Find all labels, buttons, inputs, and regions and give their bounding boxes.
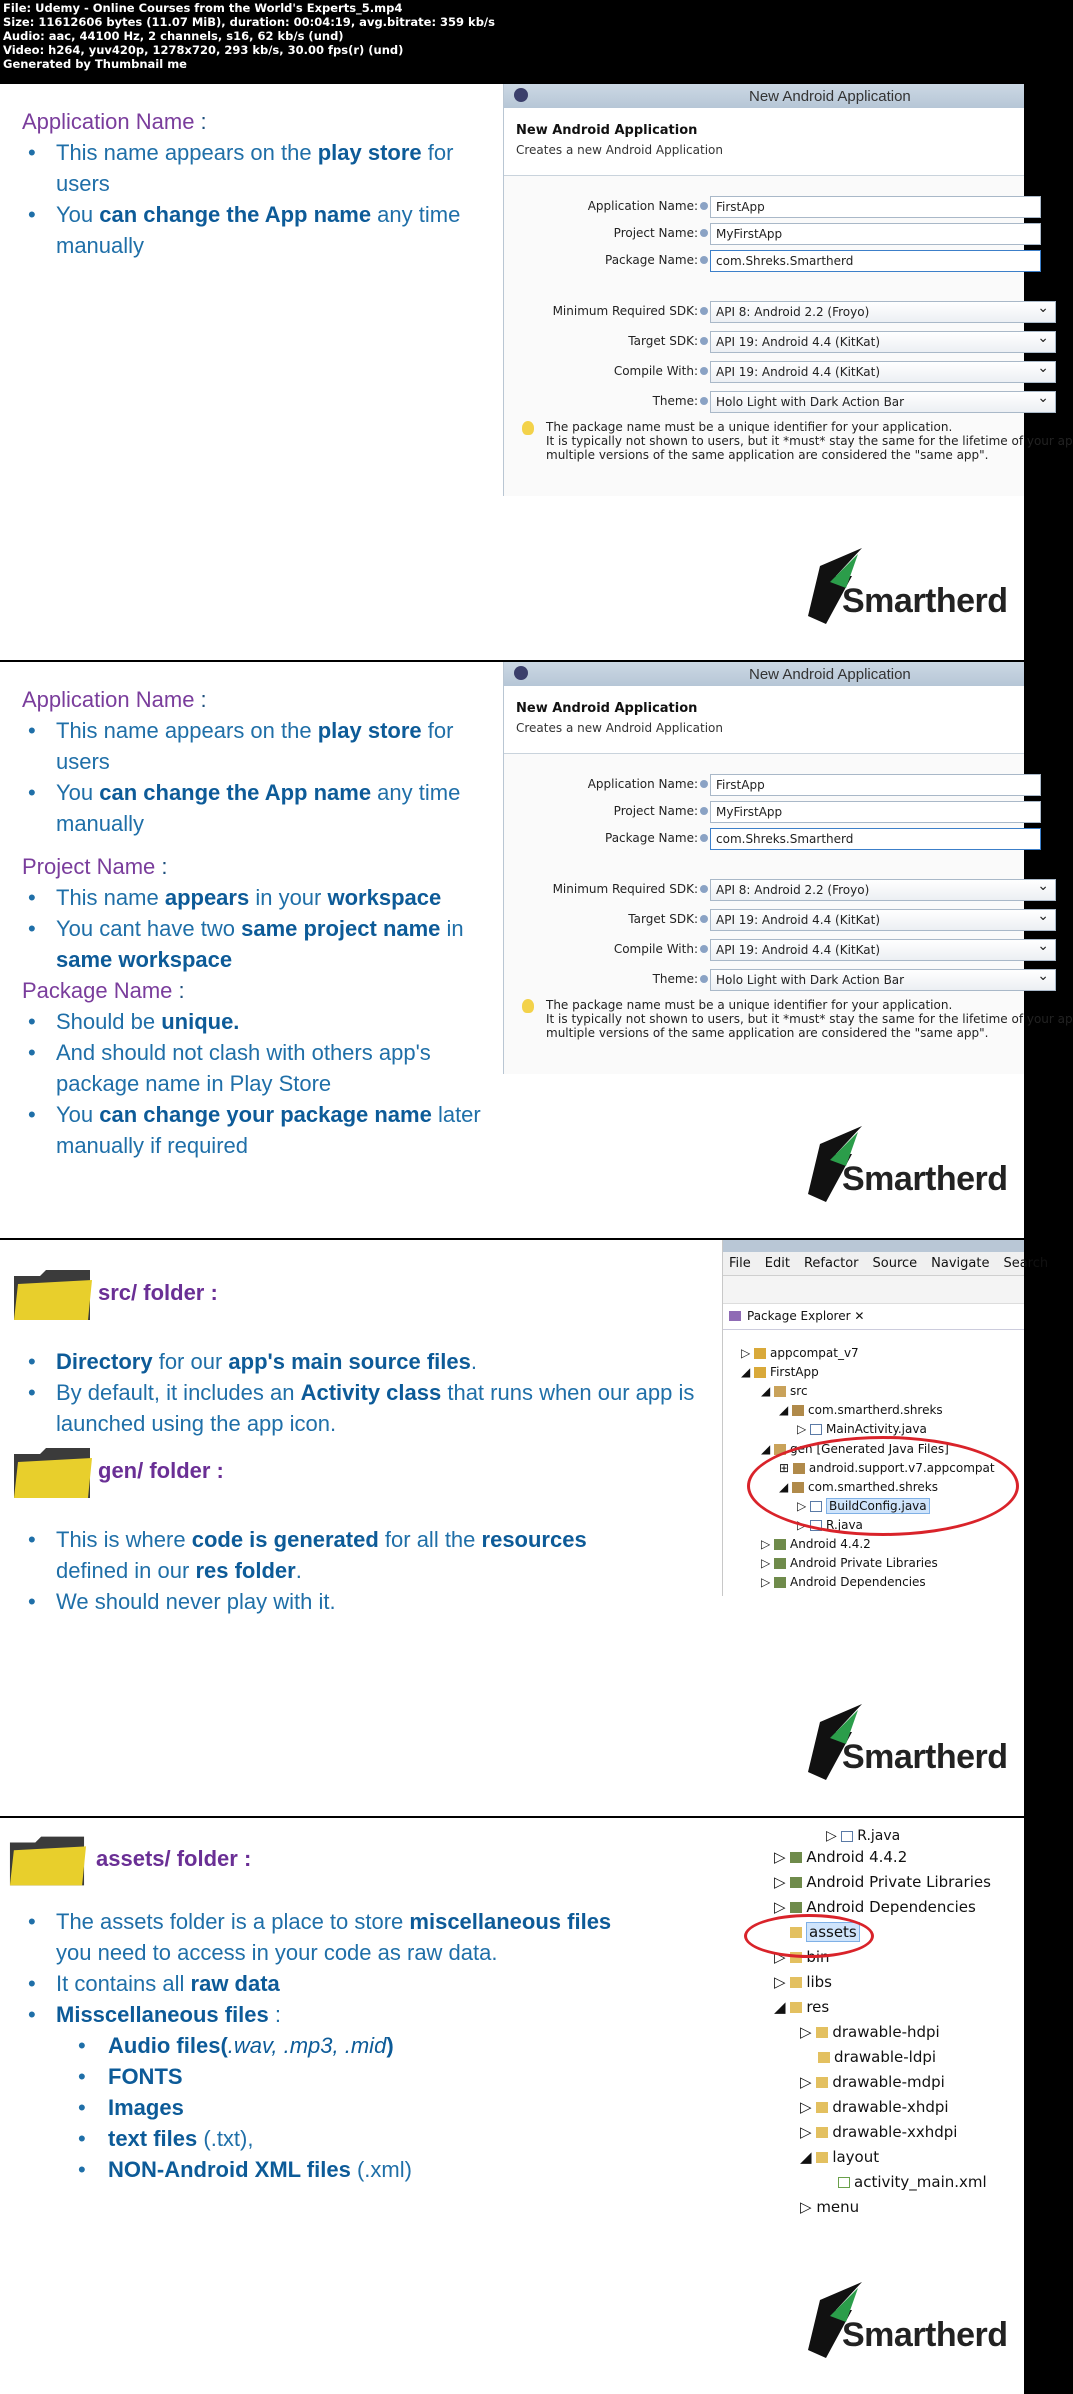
info-file: File: Udemy - Online Courses from the World's Experts_5.mp4 <box>3 1 403 15</box>
text: This is where <box>56 1527 192 1552</box>
folder-icon <box>818 2052 830 2063</box>
text-bold: app's main source files <box>228 1349 471 1374</box>
text: It contains all <box>56 1971 191 1996</box>
bullet-item <box>22 715 502 777</box>
bullet-item <box>22 1524 722 1586</box>
package-name-input[interactable]: com.Shreks.Smartherd <box>710 828 1041 850</box>
tree-item[interactable]: ◢ src <box>761 1384 808 1398</box>
field-label: Target SDK: <box>628 334 698 348</box>
window-edge <box>723 1240 1024 1252</box>
tree-label: R.java <box>826 1518 863 1532</box>
folder-icon <box>790 1977 802 1988</box>
menu-refactor[interactable]: Refactor <box>803 1256 859 1271</box>
names-section <box>22 684 502 1161</box>
tree-label: activity_main.xml <box>854 2173 987 2191</box>
tree-item[interactable]: ◢ res <box>774 1998 830 2016</box>
tree-label: src <box>790 1384 808 1398</box>
field-label: Compile With: <box>613 364 698 378</box>
info-icon <box>700 202 708 210</box>
tree-label: gen [Generated Java Files] <box>790 1442 949 1456</box>
assets-folder-heading: assets/ folder : <box>96 1846 252 1871</box>
info-icon <box>700 256 708 264</box>
target-sdk-row <box>503 331 1024 353</box>
tree-label: MainActivity.java <box>826 1422 927 1436</box>
assets-bullets <box>22 1906 702 2185</box>
close-icon[interactable]: ✕ <box>854 1309 865 1323</box>
tree-item[interactable]: ▷ Android 4.4.2 <box>761 1537 871 1551</box>
text-bold: FONTS <box>108 2064 183 2089</box>
toolbar <box>723 1276 1024 1304</box>
menu-edit[interactable]: Edit <box>764 1256 790 1271</box>
field-label: Target SDK: <box>628 912 698 926</box>
tree-label: appcompat_v7 <box>770 1346 859 1360</box>
tree-item[interactable]: ▷ Android Private Libraries <box>774 1873 991 1891</box>
menu-bar <box>723 1252 1049 1276</box>
bullet-item <box>22 137 492 199</box>
text-bold: miscellaneous files <box>409 1909 612 1934</box>
tree-item[interactable]: ▷ libs <box>774 1973 832 1991</box>
field-label: Theme: <box>652 972 698 986</box>
target-sdk-select[interactable]: API 19: Android 4.4 (KitKat) ⌄ <box>710 909 1056 931</box>
package-name-hint <box>522 420 1073 462</box>
text: The assets folder is a place to store <box>56 1909 410 1934</box>
min-sdk-select[interactable]: API 8: Android 2.2 (Froyo) ⌄ <box>710 301 1056 323</box>
folder-icon <box>816 2127 828 2138</box>
sub-bullet-item <box>22 2123 702 2154</box>
bullet-item <box>22 1906 702 1968</box>
smartherd-logo <box>800 546 1015 626</box>
tree-item[interactable]: ▷ menu <box>800 2198 860 2216</box>
tree-label: drawable-xxhdpi <box>832 2123 958 2141</box>
field-label: Application Name: <box>587 199 698 213</box>
tree-label: drawable-xhdpi <box>832 2098 949 2116</box>
theme-row <box>503 969 1024 991</box>
text-bold: Audio files( <box>108 2033 228 2058</box>
info-icon <box>700 807 708 815</box>
smartherd-logo <box>800 2280 1015 2360</box>
info-size: Size: 11612606 bytes (11.07 MiB), duration: 00:04:19, avg.bitrate: 359 kb/s <box>3 15 495 29</box>
hint-line: The package name must be a unique identifier for your application. <box>546 420 953 434</box>
info-generator: Generated by Thumbnail me <box>3 57 187 71</box>
package-name-row <box>503 828 1024 850</box>
info-icon <box>700 780 708 788</box>
text: later manually if required <box>56 1102 481 1158</box>
folder-icon <box>12 1266 92 1322</box>
tree-label: Android Private Libraries <box>790 1556 938 1570</box>
text: . <box>295 1558 302 1583</box>
slide-project-package-name <box>0 662 1073 1238</box>
info-icon <box>700 975 708 983</box>
tree-item[interactable]: ▷ Android Dependencies <box>761 1575 926 1589</box>
text: for users <box>56 140 454 196</box>
app-name-heading: Application Name <box>22 687 195 712</box>
field-label: Project Name: <box>613 226 698 240</box>
text: You <box>56 780 100 805</box>
text: Should be <box>56 1009 162 1034</box>
lightbulb-icon <box>522 999 534 1013</box>
dialog-description: Creates a new Android Application <box>516 721 723 735</box>
bullet-item <box>22 913 502 975</box>
text: You cant have two <box>56 916 242 941</box>
text: for all the <box>378 1527 482 1552</box>
menu-search[interactable]: Search <box>1003 1256 1049 1271</box>
compile-with-row <box>503 939 1024 961</box>
text: We should never play with it. <box>56 1589 336 1614</box>
min-sdk-select[interactable]: API 8: Android 2.2 (Froyo) ⌄ <box>710 879 1056 901</box>
project-name-row <box>503 801 1024 823</box>
tree-label: BuildConfig.java <box>826 1498 930 1514</box>
text-bold: Activity class <box>300 1380 442 1405</box>
tree-item[interactable]: ◢ layout <box>800 2148 880 2166</box>
eclipse-icon <box>514 88 528 102</box>
tree-label: Android Private Libraries <box>806 1873 991 1891</box>
text: This name appears on the <box>56 718 318 743</box>
tree-item[interactable]: ▷ drawable-mdpi <box>800 2073 945 2091</box>
application-name-input[interactable]: FirstApp <box>710 774 1041 796</box>
bullet-item <box>22 1006 502 1037</box>
application-name-row <box>503 196 1024 218</box>
dialog-description: Creates a new Android Application <box>516 143 723 157</box>
text-bold: resources <box>481 1527 587 1552</box>
dialog-header <box>504 108 1024 176</box>
colon: : <box>172 978 185 1003</box>
tree-label: drawable-hdpi <box>832 2023 940 2041</box>
bullet-item <box>22 199 492 261</box>
text-bold: Images <box>108 2095 184 2120</box>
dialog-heading: New Android Application <box>516 123 698 138</box>
library-icon <box>774 1539 786 1550</box>
compile-with-select[interactable]: API 19: Android 4.4 (KitKat) ⌄ <box>710 361 1056 383</box>
library-icon <box>790 1877 802 1888</box>
min-sdk-row <box>503 301 1024 323</box>
folder-icon <box>816 2027 828 2038</box>
tree-item[interactable]: ▷ BuildConfig.java <box>797 1499 930 1513</box>
tree-item[interactable]: ▷ drawable-hdpi <box>800 2023 940 2041</box>
text: defined in our <box>56 1558 196 1583</box>
package-name-input[interactable]: com.Shreks.Smartherd <box>710 250 1041 272</box>
tree-label: android.support.v7.appcompat <box>808 1461 995 1475</box>
package-icon <box>729 1311 741 1321</box>
tree-label: res <box>806 1998 830 2016</box>
text: This name <box>56 885 165 910</box>
text-bold: NON-Android XML files <box>108 2157 351 2182</box>
info-icon <box>700 397 708 405</box>
bullet-item <box>22 1586 722 1617</box>
tree-item[interactable]: ▷ drawable-xhdpi <box>800 2098 949 2116</box>
target-sdk-select[interactable]: API 19: Android 4.4 (KitKat) ⌄ <box>710 331 1056 353</box>
text: And should not clash with others app's package name in Play Store <box>56 1040 431 1096</box>
sub-bullet-item <box>22 2092 702 2123</box>
package-icon <box>792 1405 804 1416</box>
text-bold: play store <box>317 140 422 165</box>
tree-label: Android 4.4.2 <box>806 1848 908 1866</box>
new-android-app-dialog <box>503 662 1073 1074</box>
hint-line: The package name must be a unique identifier for your application. <box>546 998 953 1012</box>
text-bold: can change your package name <box>99 1102 432 1127</box>
menu-source[interactable]: Source <box>872 1256 918 1271</box>
text: in your <box>249 885 328 910</box>
application-name-input[interactable]: FirstApp <box>710 196 1041 218</box>
smartherd-logo <box>800 1124 1015 1204</box>
text: you need to access in your code as raw data. <box>56 1940 498 1965</box>
folder-icon <box>816 2077 828 2088</box>
tree-label: com.smartherd.shreks <box>808 1403 943 1417</box>
project-name-input[interactable]: MyFirstApp <box>710 223 1041 245</box>
project-icon <box>754 1348 766 1359</box>
project-name-input[interactable]: MyFirstApp <box>710 801 1041 823</box>
tree-item[interactable]: ▷ R.java <box>826 1828 901 1844</box>
folder-icon <box>790 2002 802 2013</box>
folder-icon <box>816 2102 828 2113</box>
text-bold: same project name <box>241 916 441 941</box>
tree-item[interactable]: ▷ appcompat_v7 <box>741 1346 859 1360</box>
tree-item[interactable]: ◢ com.smartherd.shreks <box>779 1403 943 1417</box>
tree-label: Android Dependencies <box>806 1898 976 1916</box>
folder-icon <box>8 1832 86 1888</box>
tree-item[interactable] <box>838 2173 987 2191</box>
text-bold: unique. <box>161 1009 240 1034</box>
lightbulb-icon <box>522 421 534 435</box>
source-folder-icon <box>774 1386 786 1397</box>
tree-item[interactable]: ▷ R.java <box>797 1518 863 1532</box>
tree-item[interactable]: ▷ drawable-xxhdpi <box>800 2123 958 2141</box>
text-bold: appears <box>164 885 250 910</box>
tree-item[interactable]: ◢ com.smarthed.shreks <box>779 1480 938 1494</box>
text: in <box>440 916 464 941</box>
sub-bullet-item <box>22 2061 702 2092</box>
text: This name appears on the <box>56 140 318 165</box>
text: (.xml) <box>350 2157 412 2182</box>
project-tree <box>760 1818 1024 2218</box>
text: (.txt), <box>197 2126 254 2151</box>
field-label: Minimum Required SDK: <box>552 304 698 318</box>
compile-with-select[interactable]: API 19: Android 4.4 (KitKat) ⌄ <box>710 939 1056 961</box>
text-bold: ) <box>386 2033 394 2058</box>
text: that runs when our app is launched using the app icon. <box>56 1380 695 1436</box>
dialog-header <box>504 686 1024 754</box>
gen-folder-bullets <box>22 1524 722 1617</box>
bullet-item <box>22 777 502 839</box>
field-label: Package Name: <box>605 831 698 845</box>
bullet-item <box>22 1968 702 1999</box>
tree-item[interactable]: ▷ bin <box>774 1948 830 1966</box>
text: By default, it includes an <box>56 1380 301 1405</box>
tree-label: Android 4.4.2 <box>790 1537 871 1551</box>
text-bold: can change the App name <box>99 202 372 227</box>
hint-line: It is typically not shown to users, but it *must* stay the same for the lifetime of your ap <box>546 434 1073 448</box>
bullet-item <box>22 882 502 913</box>
package-name-hint <box>522 998 1073 1040</box>
folder-icon <box>816 2152 828 2163</box>
text: You <box>56 202 100 227</box>
project-name-row <box>503 223 1024 245</box>
package-name-heading: Package Name <box>22 978 173 1003</box>
theme-row <box>503 391 1024 413</box>
text: any time manually <box>56 780 461 836</box>
tree-label: Android Dependencies <box>790 1575 926 1589</box>
colon: : <box>194 109 207 134</box>
java-file-icon <box>810 1424 822 1435</box>
info-video: Video: h264, yuv420p, 1278x720, 293 kb/s, 30.00 fps(r) (und) <box>3 43 404 57</box>
tree-label: layout <box>832 2148 880 2166</box>
text-bold: code is generated <box>191 1527 379 1552</box>
tab-label: Package Explorer <box>747 1309 851 1323</box>
info-audio: Audio: aac, 44100 Hz, 2 channels, s16, 62 kb/s (und) <box>3 29 344 43</box>
field-label: Minimum Required SDK: <box>552 882 698 896</box>
field-label: Theme: <box>652 394 698 408</box>
xml-file-icon <box>838 2177 850 2188</box>
bullet-item <box>22 1099 502 1161</box>
tree-item[interactable]: ⊞ android.support.v7.appcompat <box>779 1461 995 1475</box>
library-icon <box>790 1852 802 1863</box>
field-label: Project Name: <box>613 804 698 818</box>
compile-with-row <box>503 361 1024 383</box>
smartherd-logo-text: Smartherd <box>842 2316 1008 2354</box>
dialog-heading: New Android Application <box>516 701 698 716</box>
gen-folder-heading: gen/ folder : <box>98 1458 224 1483</box>
text-bold: can change the App name <box>99 780 372 805</box>
field-label: Compile With: <box>613 942 698 956</box>
theme-select[interactable]: Holo Light with Dark Action Bar ⌄ <box>710 391 1056 413</box>
hint-line: multiple versions of the same application are considered the "same app". <box>546 1026 989 1040</box>
tree-item[interactable]: ▷ Android Dependencies <box>774 1898 976 1916</box>
text: . <box>470 1349 477 1374</box>
folder-icon <box>12 1444 92 1500</box>
project-icon <box>754 1367 766 1378</box>
info-icon <box>700 229 708 237</box>
theme-select[interactable]: Holo Light with Dark Action Bar ⌄ <box>710 969 1056 991</box>
min-sdk-row <box>503 879 1024 901</box>
new-android-app-dialog <box>503 84 1073 496</box>
tree-item[interactable]: ▷ Android 4.4.2 <box>774 1848 908 1866</box>
tree-label: R.java <box>857 1828 901 1844</box>
slide-application-name <box>0 84 1073 660</box>
highlight-circle <box>744 1914 874 1958</box>
text: any time manually <box>56 202 461 258</box>
smartherd-logo-text: Smartherd <box>842 1738 1008 1776</box>
tree-item[interactable]: ▷ Android Private Libraries <box>761 1556 938 1570</box>
video-info-header <box>0 0 1024 84</box>
dialog-window-title: New Android Application <box>749 666 911 683</box>
bullet-item <box>22 1377 722 1439</box>
text-bold: play store <box>317 718 422 743</box>
hint-line: multiple versions of the same application are considered the "same app". <box>546 448 989 462</box>
text-bold: Directory <box>56 1349 153 1374</box>
slide-assets-folder <box>0 1818 1024 2394</box>
text-bold: workspace <box>327 885 442 910</box>
tree-label: bin <box>806 1948 830 1966</box>
menu-file[interactable]: File <box>729 1256 751 1271</box>
hint-line: It is typically not shown to users, but it *must* stay the same for the lifetime of your ap <box>546 1012 1073 1026</box>
text: You <box>56 1102 100 1127</box>
bullet-item <box>22 1999 702 2030</box>
eclipse-package-explorer <box>722 1240 1049 1596</box>
project-name-heading: Project Name <box>22 854 156 879</box>
app-name-section <box>22 106 492 261</box>
application-name-row <box>503 774 1024 796</box>
src-folder-heading: src/ folder : <box>98 1280 218 1305</box>
info-icon <box>700 337 708 345</box>
colon: : <box>194 687 207 712</box>
field-label: Package Name: <box>605 253 698 267</box>
text-bold: raw data <box>190 1971 280 1996</box>
colon: : <box>155 854 168 879</box>
info-icon <box>700 367 708 375</box>
tree-item[interactable]: ◢ gen [Generated Java Files] <box>761 1442 949 1456</box>
text: for our <box>152 1349 229 1374</box>
tree-label: FirstApp <box>770 1365 819 1379</box>
text: for users <box>56 718 454 774</box>
tree-item[interactable]: ◢ FirstApp <box>741 1365 819 1379</box>
tree-item[interactable]: ▷ MainActivity.java <box>797 1422 927 1436</box>
tree-item[interactable] <box>818 2048 936 2066</box>
target-sdk-row <box>503 909 1024 931</box>
dialog-titlebar <box>504 662 1024 686</box>
eclipse-icon <box>514 666 528 680</box>
info-icon <box>700 834 708 842</box>
tree-label: drawable-mdpi <box>832 2073 945 2091</box>
sub-bullet-item <box>22 2030 702 2061</box>
menu-navigate[interactable]: Navigate <box>931 1256 990 1271</box>
highlight-circle <box>747 1436 1019 1536</box>
java-file-icon <box>841 1831 853 1842</box>
field-label: Application Name: <box>587 777 698 791</box>
tree-label: com.smarthed.shreks <box>808 1480 938 1494</box>
app-name-heading: Application Name <box>22 109 195 134</box>
tree-label: menu <box>816 2198 860 2216</box>
slide-src-gen-folders <box>0 1240 1049 1816</box>
smartherd-logo-text: Smartherd <box>842 1160 1008 1198</box>
package-name-row <box>503 250 1024 272</box>
tree-label: libs <box>806 1973 832 1991</box>
text: : <box>268 2002 281 2027</box>
text-bold: text files <box>108 2126 198 2151</box>
library-icon <box>774 1577 786 1588</box>
tree-label: drawable-ldpi <box>834 2048 937 2066</box>
info-icon <box>700 885 708 893</box>
info-icon <box>700 307 708 315</box>
dialog-window-title: New Android Application <box>749 88 911 105</box>
smartherd-logo <box>800 1702 1015 1782</box>
bullet-item <box>22 1037 502 1099</box>
text-bold: res folder <box>195 1558 296 1583</box>
library-icon <box>790 1902 802 1913</box>
library-icon <box>774 1558 786 1569</box>
text-italic: .wav, .mp3, .mid <box>227 2033 387 2058</box>
info-icon <box>700 945 708 953</box>
info-icon <box>700 915 708 923</box>
bullet-item <box>22 1346 722 1377</box>
dialog-titlebar <box>504 84 1024 108</box>
text-bold: Misscellaneous files <box>56 2002 269 2027</box>
sub-bullet-item <box>22 2154 702 2185</box>
text-bold: same workspace <box>56 947 233 972</box>
smartherd-logo-text: Smartherd <box>842 582 1008 620</box>
src-folder-bullets <box>22 1346 722 1439</box>
tree-label: assets <box>806 1922 860 1942</box>
package-explorer-tab[interactable] <box>723 1304 1024 1330</box>
